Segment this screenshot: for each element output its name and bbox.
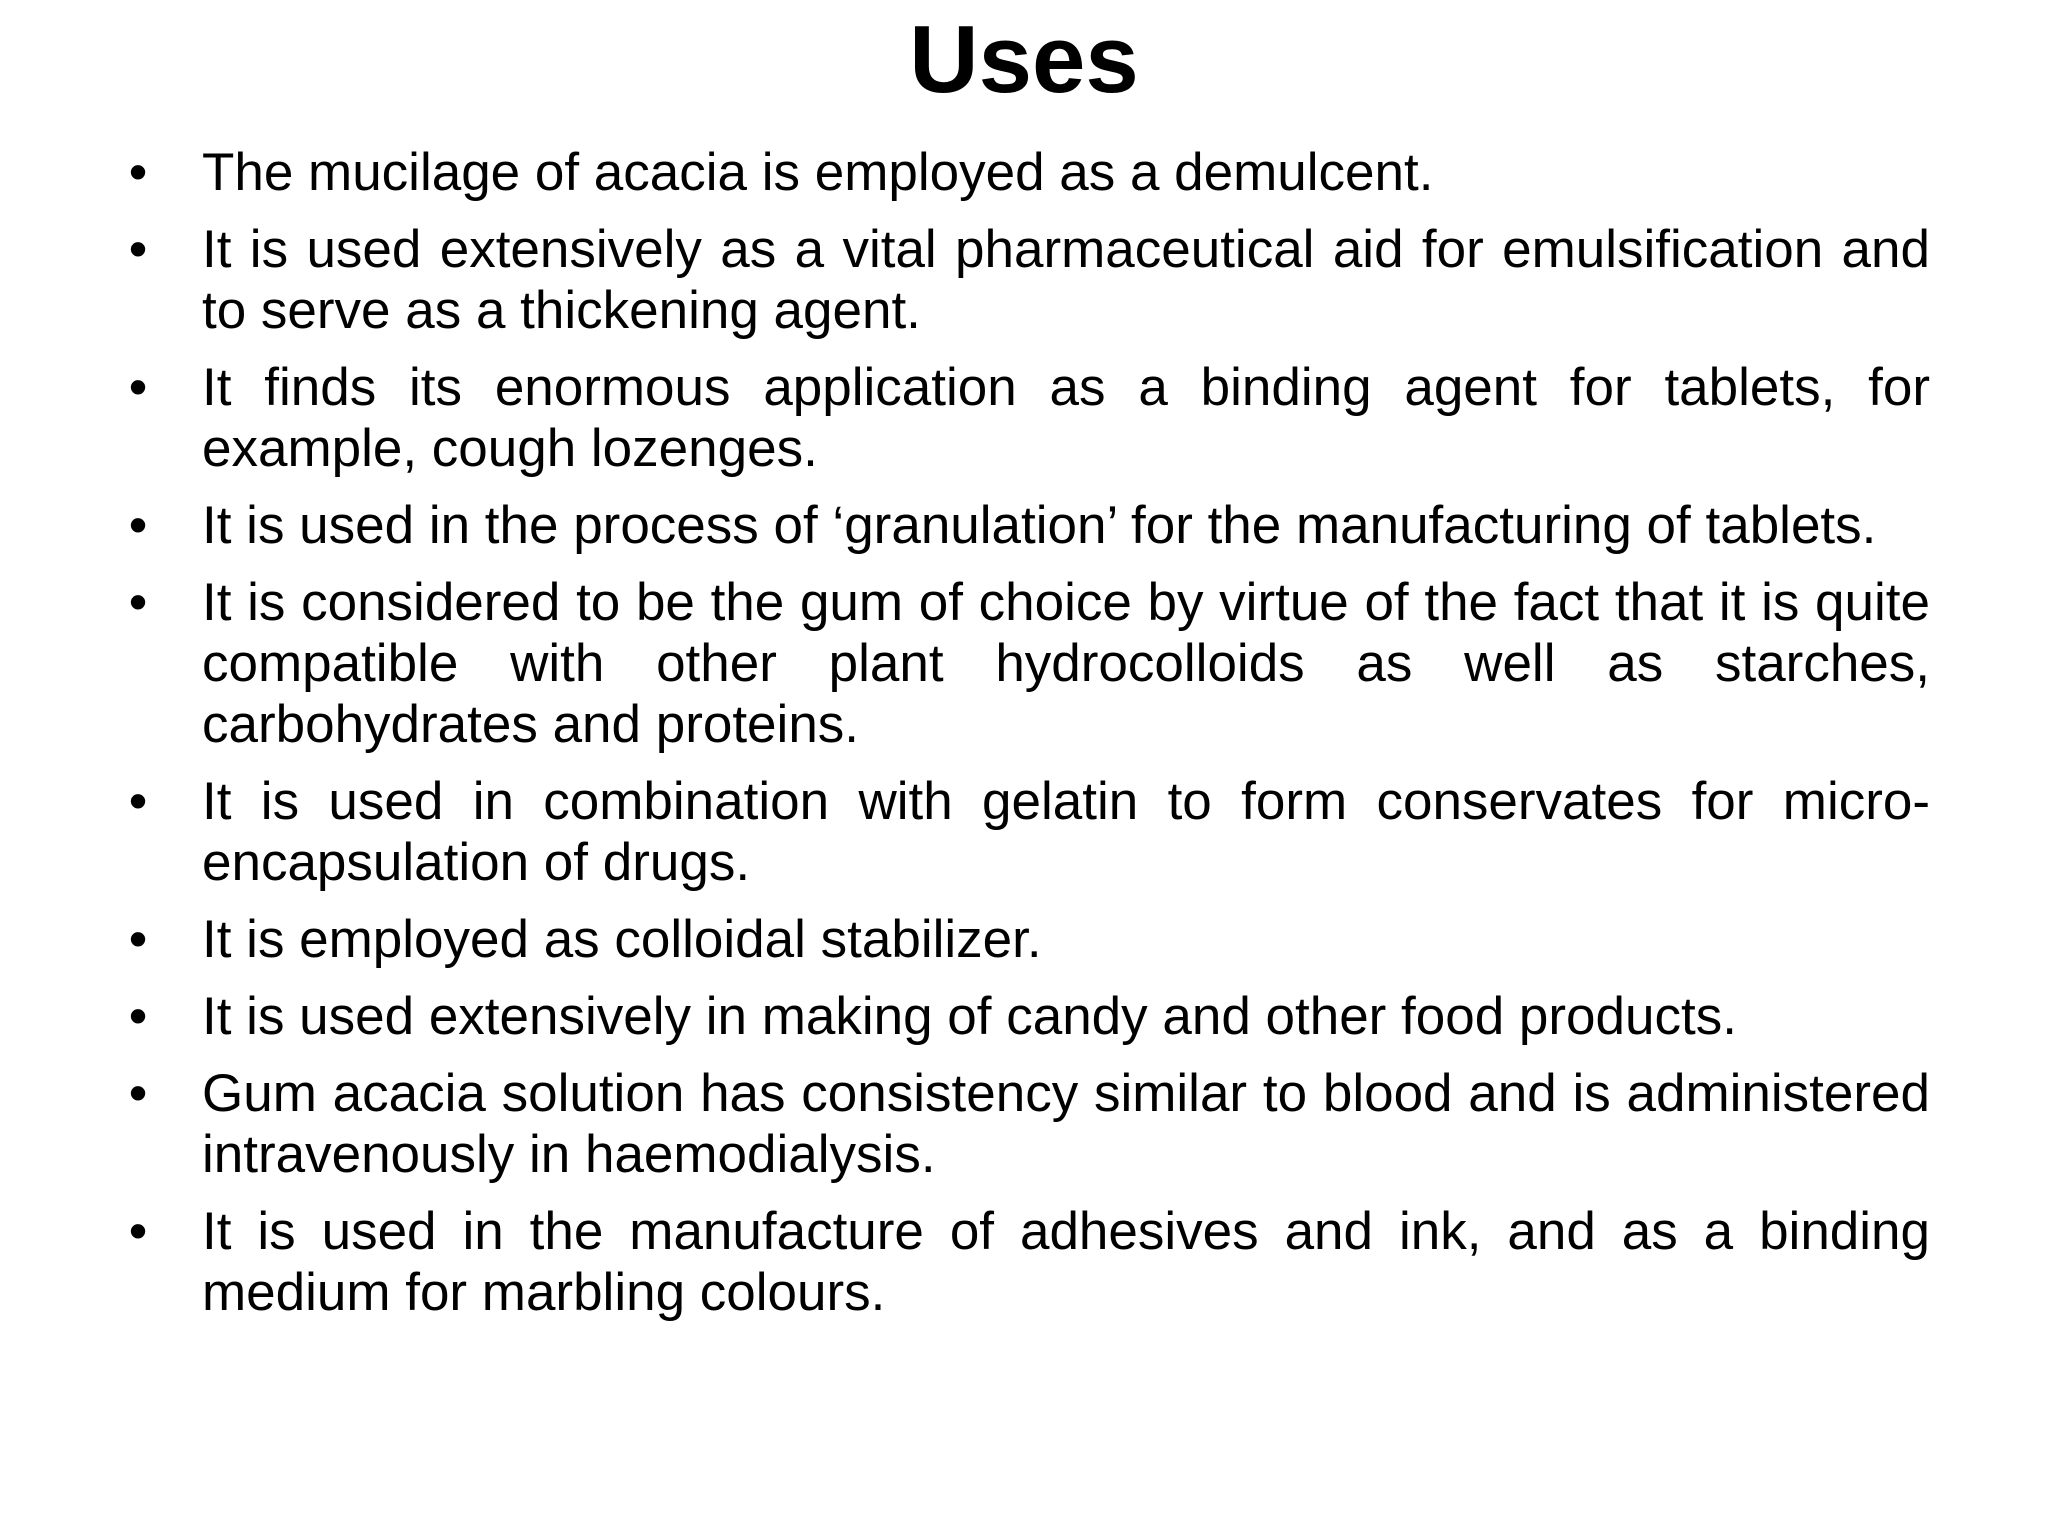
bullet-icon: • [128, 772, 148, 831]
list-item [118, 142, 1930, 203]
bullet-text: It is used in the process of ‘granulation’ for the manufacturing of tablets. [202, 496, 1877, 555]
slide-title: Uses [909, 6, 1139, 113]
list-item [118, 1201, 1930, 1323]
list-item [118, 771, 1930, 893]
bullet-text: It finds its enormous application as a binding agent for tablets, for example, cough lozenges. [202, 358, 1930, 478]
list-item [118, 495, 1930, 556]
bullet-icon: • [128, 573, 148, 632]
bullet-icon: • [128, 496, 148, 555]
bullet-icon: • [128, 1202, 148, 1261]
bullet-icon: • [128, 220, 148, 279]
bullet-icon: • [128, 143, 148, 202]
bullet-icon: • [128, 1064, 148, 1123]
bullet-text: It is considered to be the gum of choice by virtue of the fact that it is quite compatible with other plant hydrocolloids as well as starches, carbohydrates and proteins. [202, 573, 1930, 754]
bullet-text: It is used extensively in making of candy and other food products. [202, 987, 1737, 1046]
bullet-icon: • [128, 910, 148, 969]
bullet-text: It is used in the manufacture of adhesives and ink, and as a binding medium for marbling colours. [202, 1202, 1930, 1322]
bullet-text: The mucilage of acacia is employed as a demulcent. [202, 143, 1434, 202]
list-item [118, 357, 1930, 479]
list-item [118, 572, 1930, 755]
list-item [118, 219, 1930, 341]
bullet-text: Gum acacia solution has consistency similar to blood and is administered intravenously in haemodialysis. [202, 1064, 1930, 1184]
list-item [118, 986, 1930, 1047]
bullet-list [118, 142, 1930, 1339]
list-item [118, 909, 1930, 970]
bullet-icon: • [128, 987, 148, 1046]
bullet-text: It is used extensively as a vital pharmaceutical aid for emulsification and to serve as a thickening agent. [202, 220, 1930, 340]
bullet-text: It is used in combination with gelatin to form conservates for micro-encapsulation of drugs. [202, 772, 1930, 892]
bullet-text: It is employed as colloidal stabilizer. [202, 910, 1042, 969]
bullet-icon: • [128, 358, 148, 417]
list-item [118, 1063, 1930, 1185]
